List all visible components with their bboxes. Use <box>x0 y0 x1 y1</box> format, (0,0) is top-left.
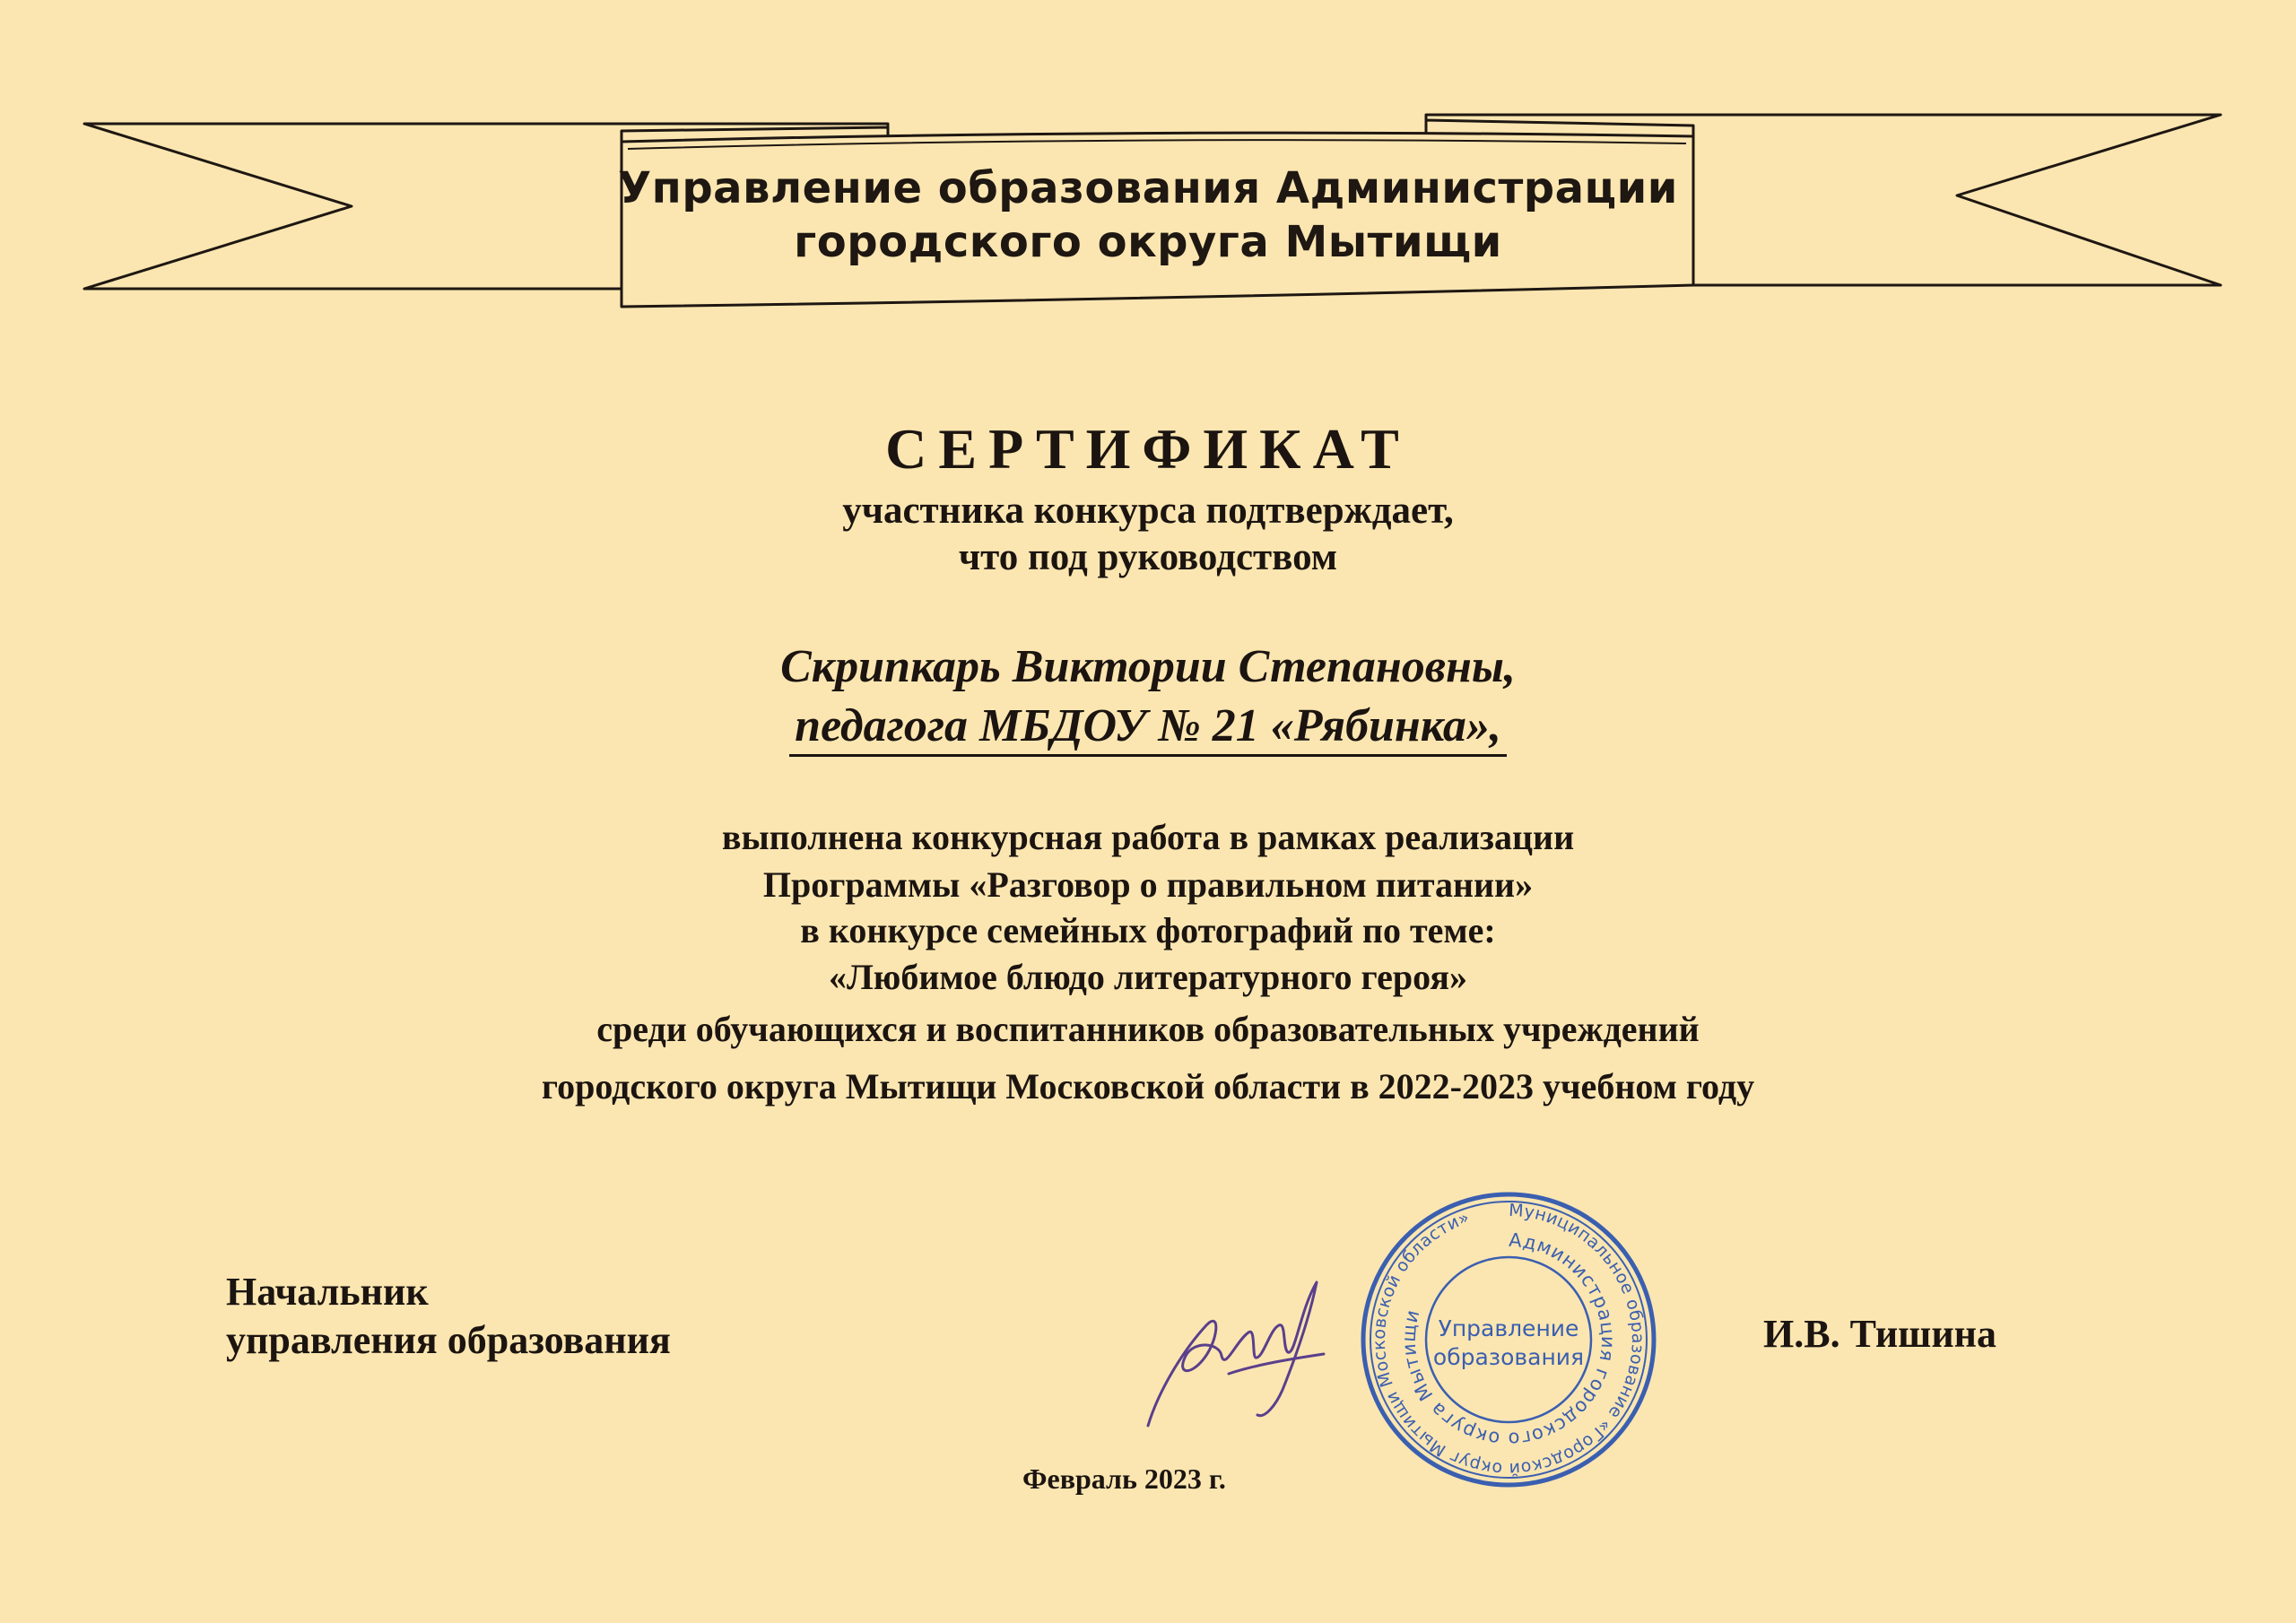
body-text-line: городского округа Мытищи Московской области в 2022-2023 учебном году <box>541 1066 1755 1107</box>
svg-text:Муниципальное образование «Гор: Муниципальное образование «Городской округ Мытищи Московской области» <box>1369 1200 1648 1480</box>
svg-text:образования: образования <box>1432 1344 1585 1370</box>
certificate-title: СЕРТИФИКАТ <box>885 417 1411 481</box>
certificate-subtitle-line-1: участника конкурса подтверждает, <box>842 490 1454 532</box>
body-text-line: в конкурсе семейных фотографий по теме: <box>800 910 1496 950</box>
issuer-name-line-1: Управление образования Администрации <box>618 163 1678 213</box>
body-text-line: выполнена конкурсная работа в рамках реализации <box>721 817 1575 857</box>
handwritten-signature <box>1121 1255 1345 1453</box>
issuer-name-line-2: городского округа Мытищи <box>794 217 1502 267</box>
body-text-line: «Любимое блюдо литературного героя» <box>828 957 1468 997</box>
signatory-name: И.В. Тишина <box>1763 1312 1997 1356</box>
signatory-title-line-2: управления образования <box>226 1318 671 1362</box>
recipient-name: Скрипкарь Виктории Степановны, <box>780 641 1516 692</box>
recipient-role: педагога МБДОУ № 21 «Рябинка», <box>0 692 2296 760</box>
certificate-subtitle-line-2: что под руководством <box>958 536 1338 578</box>
signatory-title-line-1: Начальник <box>226 1270 429 1314</box>
body-text-line: среди обучающихся и воспитанников образовательных учреждений <box>596 1009 1700 1049</box>
issue-date: Февраль 2023 г. <box>1022 1462 1226 1495</box>
body-text-line: Программы «Разговор о правильном питании» <box>762 864 1534 905</box>
svg-text:Управление: Управление <box>1438 1315 1579 1341</box>
official-seal <box>1356 1187 1661 1492</box>
svg-text:Администрация городского округ: Администрация городского округа Мытищи <box>1397 1228 1620 1451</box>
